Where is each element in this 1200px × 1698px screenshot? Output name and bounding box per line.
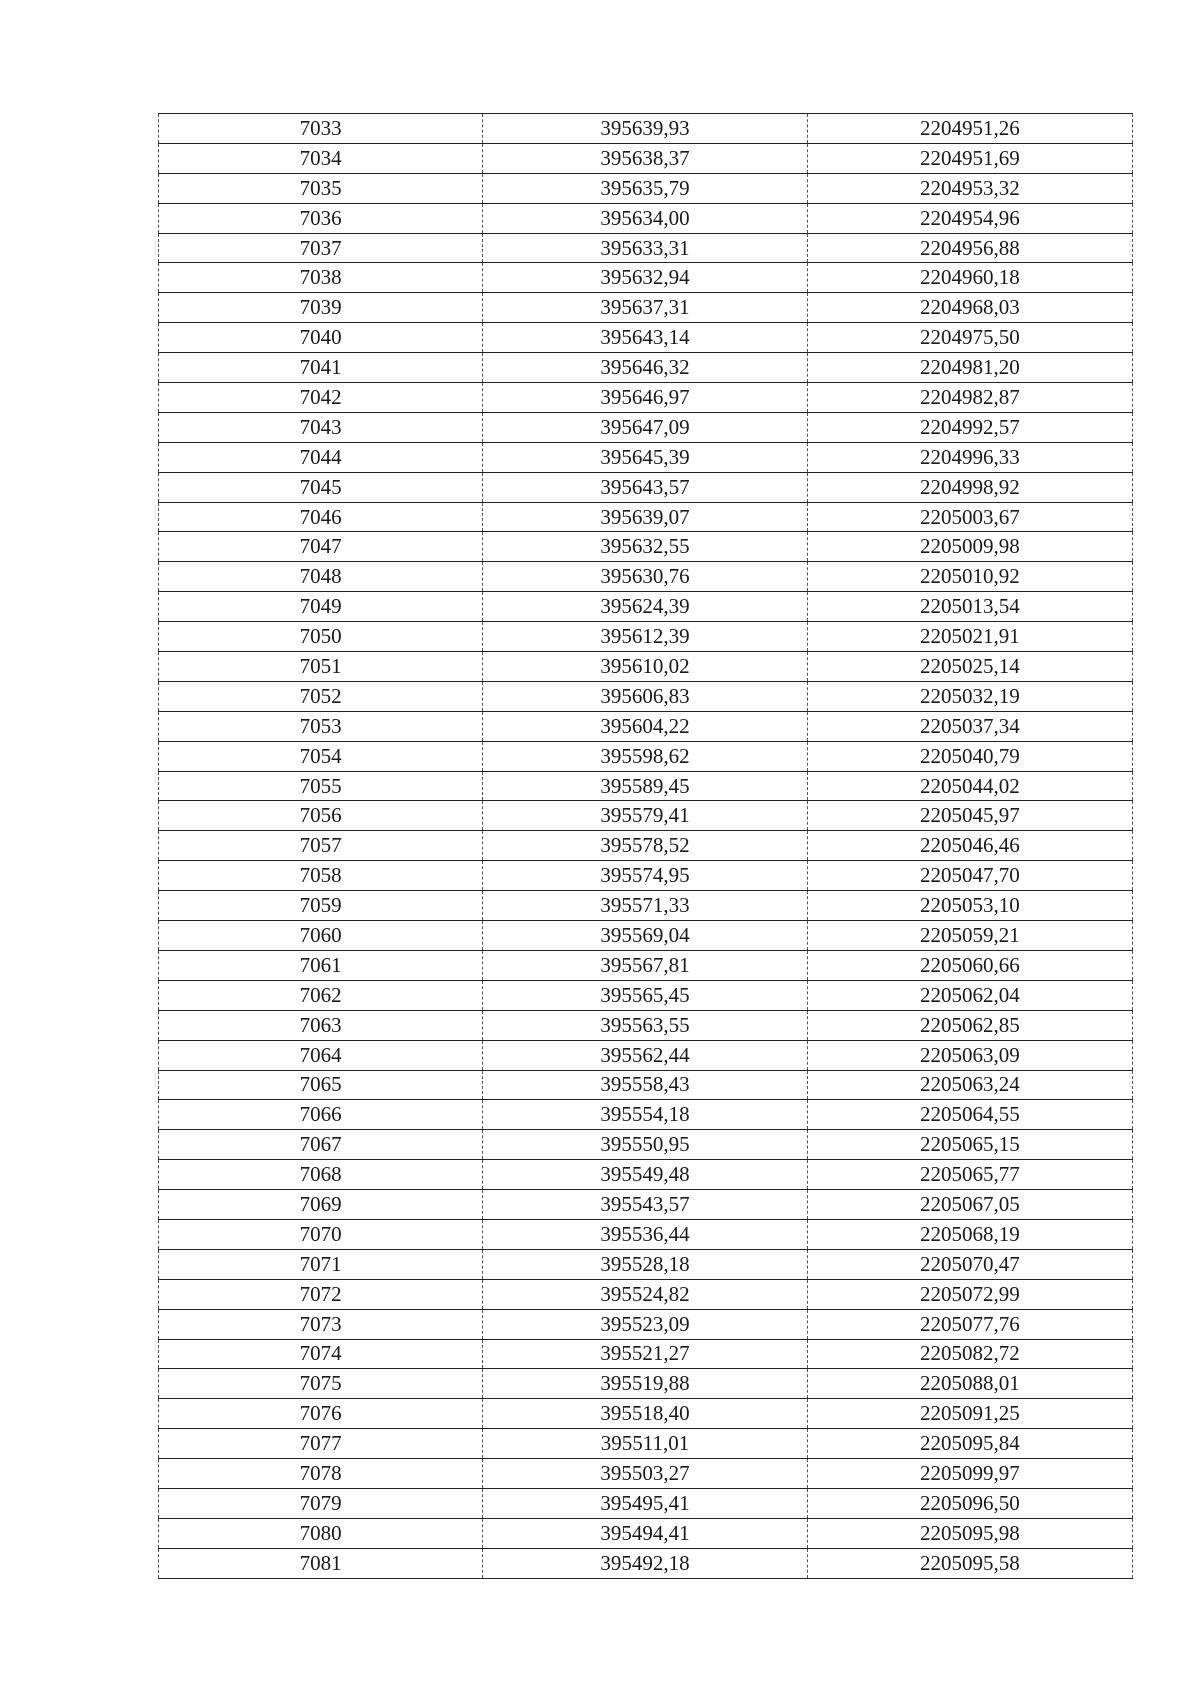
point-number-cell: 7071	[159, 1249, 483, 1279]
table-row	[159, 891, 1133, 921]
x-coordinate-cell: 395571,33	[483, 891, 807, 921]
y-coordinate-cell: 2205037,34	[807, 711, 1132, 741]
point-number-cell: 7070	[159, 1219, 483, 1249]
table-row	[159, 114, 1133, 144]
point-number-cell: 7078	[159, 1459, 483, 1489]
y-coordinate-cell: 2205063,24	[807, 1070, 1132, 1100]
x-coordinate-cell: 395635,79	[483, 173, 807, 203]
y-coordinate-cell: 2205045,97	[807, 801, 1132, 831]
table-row	[159, 831, 1133, 861]
y-coordinate-cell: 2204954,96	[807, 203, 1132, 233]
y-coordinate-cell: 2205062,04	[807, 980, 1132, 1010]
table-row	[159, 1130, 1133, 1160]
y-coordinate-cell: 2205047,70	[807, 861, 1132, 891]
table-row	[159, 980, 1133, 1010]
point-number-cell: 7060	[159, 921, 483, 951]
y-coordinate-cell: 2204951,26	[807, 114, 1132, 144]
y-coordinate-cell: 2205025,14	[807, 652, 1132, 682]
table-row	[159, 1339, 1133, 1369]
x-coordinate-cell: 395645,39	[483, 442, 807, 472]
table-row	[159, 1040, 1133, 1070]
point-number-cell: 7047	[159, 532, 483, 562]
table-row	[159, 472, 1133, 502]
table-row	[159, 1518, 1133, 1548]
y-coordinate-cell: 2205053,10	[807, 891, 1132, 921]
point-number-cell: 7073	[159, 1309, 483, 1339]
point-number-cell: 7043	[159, 412, 483, 442]
table-row	[159, 681, 1133, 711]
x-coordinate-cell: 395639,93	[483, 114, 807, 144]
y-coordinate-cell: 2205013,54	[807, 592, 1132, 622]
point-number-cell: 7055	[159, 771, 483, 801]
y-coordinate-cell: 2204998,92	[807, 472, 1132, 502]
table-row	[159, 1279, 1133, 1309]
x-coordinate-cell: 395521,27	[483, 1339, 807, 1369]
table-row	[159, 652, 1133, 682]
y-coordinate-cell: 2205099,97	[807, 1459, 1132, 1489]
point-number-cell: 7040	[159, 323, 483, 353]
y-coordinate-cell: 2205059,21	[807, 921, 1132, 951]
point-number-cell: 7037	[159, 233, 483, 263]
y-coordinate-cell: 2205062,85	[807, 1010, 1132, 1040]
table-row	[159, 921, 1133, 951]
point-number-cell: 7068	[159, 1160, 483, 1190]
point-number-cell: 7075	[159, 1369, 483, 1399]
table-row	[159, 1369, 1133, 1399]
x-coordinate-cell: 395643,14	[483, 323, 807, 353]
table-row	[159, 622, 1133, 652]
point-number-cell: 7079	[159, 1488, 483, 1518]
table-row	[159, 412, 1133, 442]
point-number-cell: 7058	[159, 861, 483, 891]
point-number-cell: 7059	[159, 891, 483, 921]
table-row	[159, 323, 1133, 353]
point-number-cell: 7061	[159, 950, 483, 980]
y-coordinate-cell: 2205095,98	[807, 1518, 1132, 1548]
point-number-cell: 7045	[159, 472, 483, 502]
table-row	[159, 293, 1133, 323]
table-row	[159, 1429, 1133, 1459]
table-row	[159, 502, 1133, 532]
coordinates-table	[158, 113, 1133, 1579]
x-coordinate-cell: 395612,39	[483, 622, 807, 652]
y-coordinate-cell: 2205009,98	[807, 532, 1132, 562]
point-number-cell: 7064	[159, 1040, 483, 1070]
y-coordinate-cell: 2205044,02	[807, 771, 1132, 801]
x-coordinate-cell: 395579,41	[483, 801, 807, 831]
x-coordinate-cell: 395549,48	[483, 1160, 807, 1190]
table-row	[159, 383, 1133, 413]
table-row	[159, 1100, 1133, 1130]
table-row	[159, 592, 1133, 622]
table-row	[159, 353, 1133, 383]
table-row	[159, 1190, 1133, 1220]
y-coordinate-cell: 2205046,46	[807, 831, 1132, 861]
x-coordinate-cell: 395630,76	[483, 562, 807, 592]
point-number-cell: 7042	[159, 383, 483, 413]
x-coordinate-cell: 395495,41	[483, 1488, 807, 1518]
x-coordinate-cell: 395646,32	[483, 353, 807, 383]
x-coordinate-cell: 395536,44	[483, 1219, 807, 1249]
point-number-cell: 7044	[159, 442, 483, 472]
point-number-cell: 7048	[159, 562, 483, 592]
table-row	[159, 741, 1133, 771]
point-number-cell: 7050	[159, 622, 483, 652]
y-coordinate-cell: 2205003,67	[807, 502, 1132, 532]
x-coordinate-cell: 395554,18	[483, 1100, 807, 1130]
table-row	[159, 442, 1133, 472]
table-row	[159, 1309, 1133, 1339]
table-row	[159, 1399, 1133, 1429]
table-row	[159, 771, 1133, 801]
y-coordinate-cell: 2204951,69	[807, 143, 1132, 173]
y-coordinate-cell: 2204981,20	[807, 353, 1132, 383]
x-coordinate-cell: 395558,43	[483, 1070, 807, 1100]
x-coordinate-cell: 395604,22	[483, 711, 807, 741]
x-coordinate-cell: 395632,94	[483, 263, 807, 293]
point-number-cell: 7036	[159, 203, 483, 233]
table-row	[159, 1219, 1133, 1249]
table-row	[159, 1249, 1133, 1279]
y-coordinate-cell: 2205064,55	[807, 1100, 1132, 1130]
point-number-cell: 7038	[159, 263, 483, 293]
point-number-cell: 7035	[159, 173, 483, 203]
table-row	[159, 1160, 1133, 1190]
x-coordinate-cell: 395550,95	[483, 1130, 807, 1160]
y-coordinate-cell: 2205091,25	[807, 1399, 1132, 1429]
x-coordinate-cell: 395643,57	[483, 472, 807, 502]
table-row	[159, 950, 1133, 980]
y-coordinate-cell: 2205010,92	[807, 562, 1132, 592]
table-row	[159, 203, 1133, 233]
point-number-cell: 7081	[159, 1548, 483, 1578]
point-number-cell: 7056	[159, 801, 483, 831]
table-row	[159, 562, 1133, 592]
x-coordinate-cell: 395523,09	[483, 1309, 807, 1339]
y-coordinate-cell: 2204982,87	[807, 383, 1132, 413]
point-number-cell: 7063	[159, 1010, 483, 1040]
y-coordinate-cell: 2205068,19	[807, 1219, 1132, 1249]
x-coordinate-cell: 395610,02	[483, 652, 807, 682]
y-coordinate-cell: 2205070,47	[807, 1249, 1132, 1279]
x-coordinate-cell: 395624,39	[483, 592, 807, 622]
point-number-cell: 7076	[159, 1399, 483, 1429]
x-coordinate-cell: 395578,52	[483, 831, 807, 861]
table-row	[159, 233, 1133, 263]
point-number-cell: 7069	[159, 1190, 483, 1220]
x-coordinate-cell: 395503,27	[483, 1459, 807, 1489]
point-number-cell: 7066	[159, 1100, 483, 1130]
y-coordinate-cell: 2205095,58	[807, 1548, 1132, 1578]
point-number-cell: 7052	[159, 681, 483, 711]
x-coordinate-cell: 395589,45	[483, 771, 807, 801]
y-coordinate-cell: 2205065,15	[807, 1130, 1132, 1160]
table-row	[159, 263, 1133, 293]
x-coordinate-cell: 395543,57	[483, 1190, 807, 1220]
y-coordinate-cell: 2205032,19	[807, 681, 1132, 711]
point-number-cell: 7074	[159, 1339, 483, 1369]
x-coordinate-cell: 395606,83	[483, 681, 807, 711]
x-coordinate-cell: 395569,04	[483, 921, 807, 951]
point-number-cell: 7033	[159, 114, 483, 144]
x-coordinate-cell: 395598,62	[483, 741, 807, 771]
y-coordinate-cell: 2204960,18	[807, 263, 1132, 293]
y-coordinate-cell: 2204975,50	[807, 323, 1132, 353]
point-number-cell: 7041	[159, 353, 483, 383]
x-coordinate-cell: 395639,07	[483, 502, 807, 532]
x-coordinate-cell: 395574,95	[483, 861, 807, 891]
y-coordinate-cell: 2205082,72	[807, 1339, 1132, 1369]
y-coordinate-cell: 2205060,66	[807, 950, 1132, 980]
y-coordinate-cell: 2205088,01	[807, 1369, 1132, 1399]
x-coordinate-cell: 395562,44	[483, 1040, 807, 1070]
table-row	[159, 143, 1133, 173]
x-coordinate-cell: 395638,37	[483, 143, 807, 173]
y-coordinate-cell: 2205077,76	[807, 1309, 1132, 1339]
x-coordinate-cell: 395511,01	[483, 1429, 807, 1459]
point-number-cell: 7039	[159, 293, 483, 323]
x-coordinate-cell: 395565,45	[483, 980, 807, 1010]
x-coordinate-cell: 395528,18	[483, 1249, 807, 1279]
point-number-cell: 7065	[159, 1070, 483, 1100]
table-row	[159, 711, 1133, 741]
y-coordinate-cell: 2204968,03	[807, 293, 1132, 323]
x-coordinate-cell: 395634,00	[483, 203, 807, 233]
table-row	[159, 173, 1133, 203]
point-number-cell: 7051	[159, 652, 483, 682]
x-coordinate-cell: 395492,18	[483, 1548, 807, 1578]
table-row	[159, 1010, 1133, 1040]
y-coordinate-cell: 2205063,09	[807, 1040, 1132, 1070]
point-number-cell: 7057	[159, 831, 483, 861]
point-number-cell: 7034	[159, 143, 483, 173]
y-coordinate-cell: 2204992,57	[807, 412, 1132, 442]
point-number-cell: 7049	[159, 592, 483, 622]
table-row	[159, 1548, 1133, 1578]
point-number-cell: 7053	[159, 711, 483, 741]
x-coordinate-cell: 395519,88	[483, 1369, 807, 1399]
y-coordinate-cell: 2205096,50	[807, 1488, 1132, 1518]
point-number-cell: 7046	[159, 502, 483, 532]
x-coordinate-cell: 395647,09	[483, 412, 807, 442]
x-coordinate-cell: 395637,31	[483, 293, 807, 323]
point-number-cell: 7067	[159, 1130, 483, 1160]
y-coordinate-cell: 2205072,99	[807, 1279, 1132, 1309]
x-coordinate-cell: 395646,97	[483, 383, 807, 413]
y-coordinate-cell: 2205021,91	[807, 622, 1132, 652]
point-number-cell: 7072	[159, 1279, 483, 1309]
point-number-cell: 7062	[159, 980, 483, 1010]
table-row	[159, 532, 1133, 562]
x-coordinate-cell: 395632,55	[483, 532, 807, 562]
x-coordinate-cell: 395567,81	[483, 950, 807, 980]
y-coordinate-cell: 2204996,33	[807, 442, 1132, 472]
y-coordinate-cell: 2205040,79	[807, 741, 1132, 771]
y-coordinate-cell: 2204956,88	[807, 233, 1132, 263]
y-coordinate-cell: 2204953,32	[807, 173, 1132, 203]
table-row	[159, 861, 1133, 891]
y-coordinate-cell: 2205095,84	[807, 1429, 1132, 1459]
x-coordinate-cell: 395524,82	[483, 1279, 807, 1309]
coordinates-table-body	[159, 114, 1133, 1579]
point-number-cell: 7077	[159, 1429, 483, 1459]
table-row	[159, 801, 1133, 831]
x-coordinate-cell: 395494,41	[483, 1518, 807, 1548]
y-coordinate-cell: 2205065,77	[807, 1160, 1132, 1190]
point-number-cell: 7054	[159, 741, 483, 771]
table-row	[159, 1488, 1133, 1518]
x-coordinate-cell: 395563,55	[483, 1010, 807, 1040]
table-row	[159, 1070, 1133, 1100]
y-coordinate-cell: 2205067,05	[807, 1190, 1132, 1220]
x-coordinate-cell: 395518,40	[483, 1399, 807, 1429]
x-coordinate-cell: 395633,31	[483, 233, 807, 263]
table-row	[159, 1459, 1133, 1489]
point-number-cell: 7080	[159, 1518, 483, 1548]
